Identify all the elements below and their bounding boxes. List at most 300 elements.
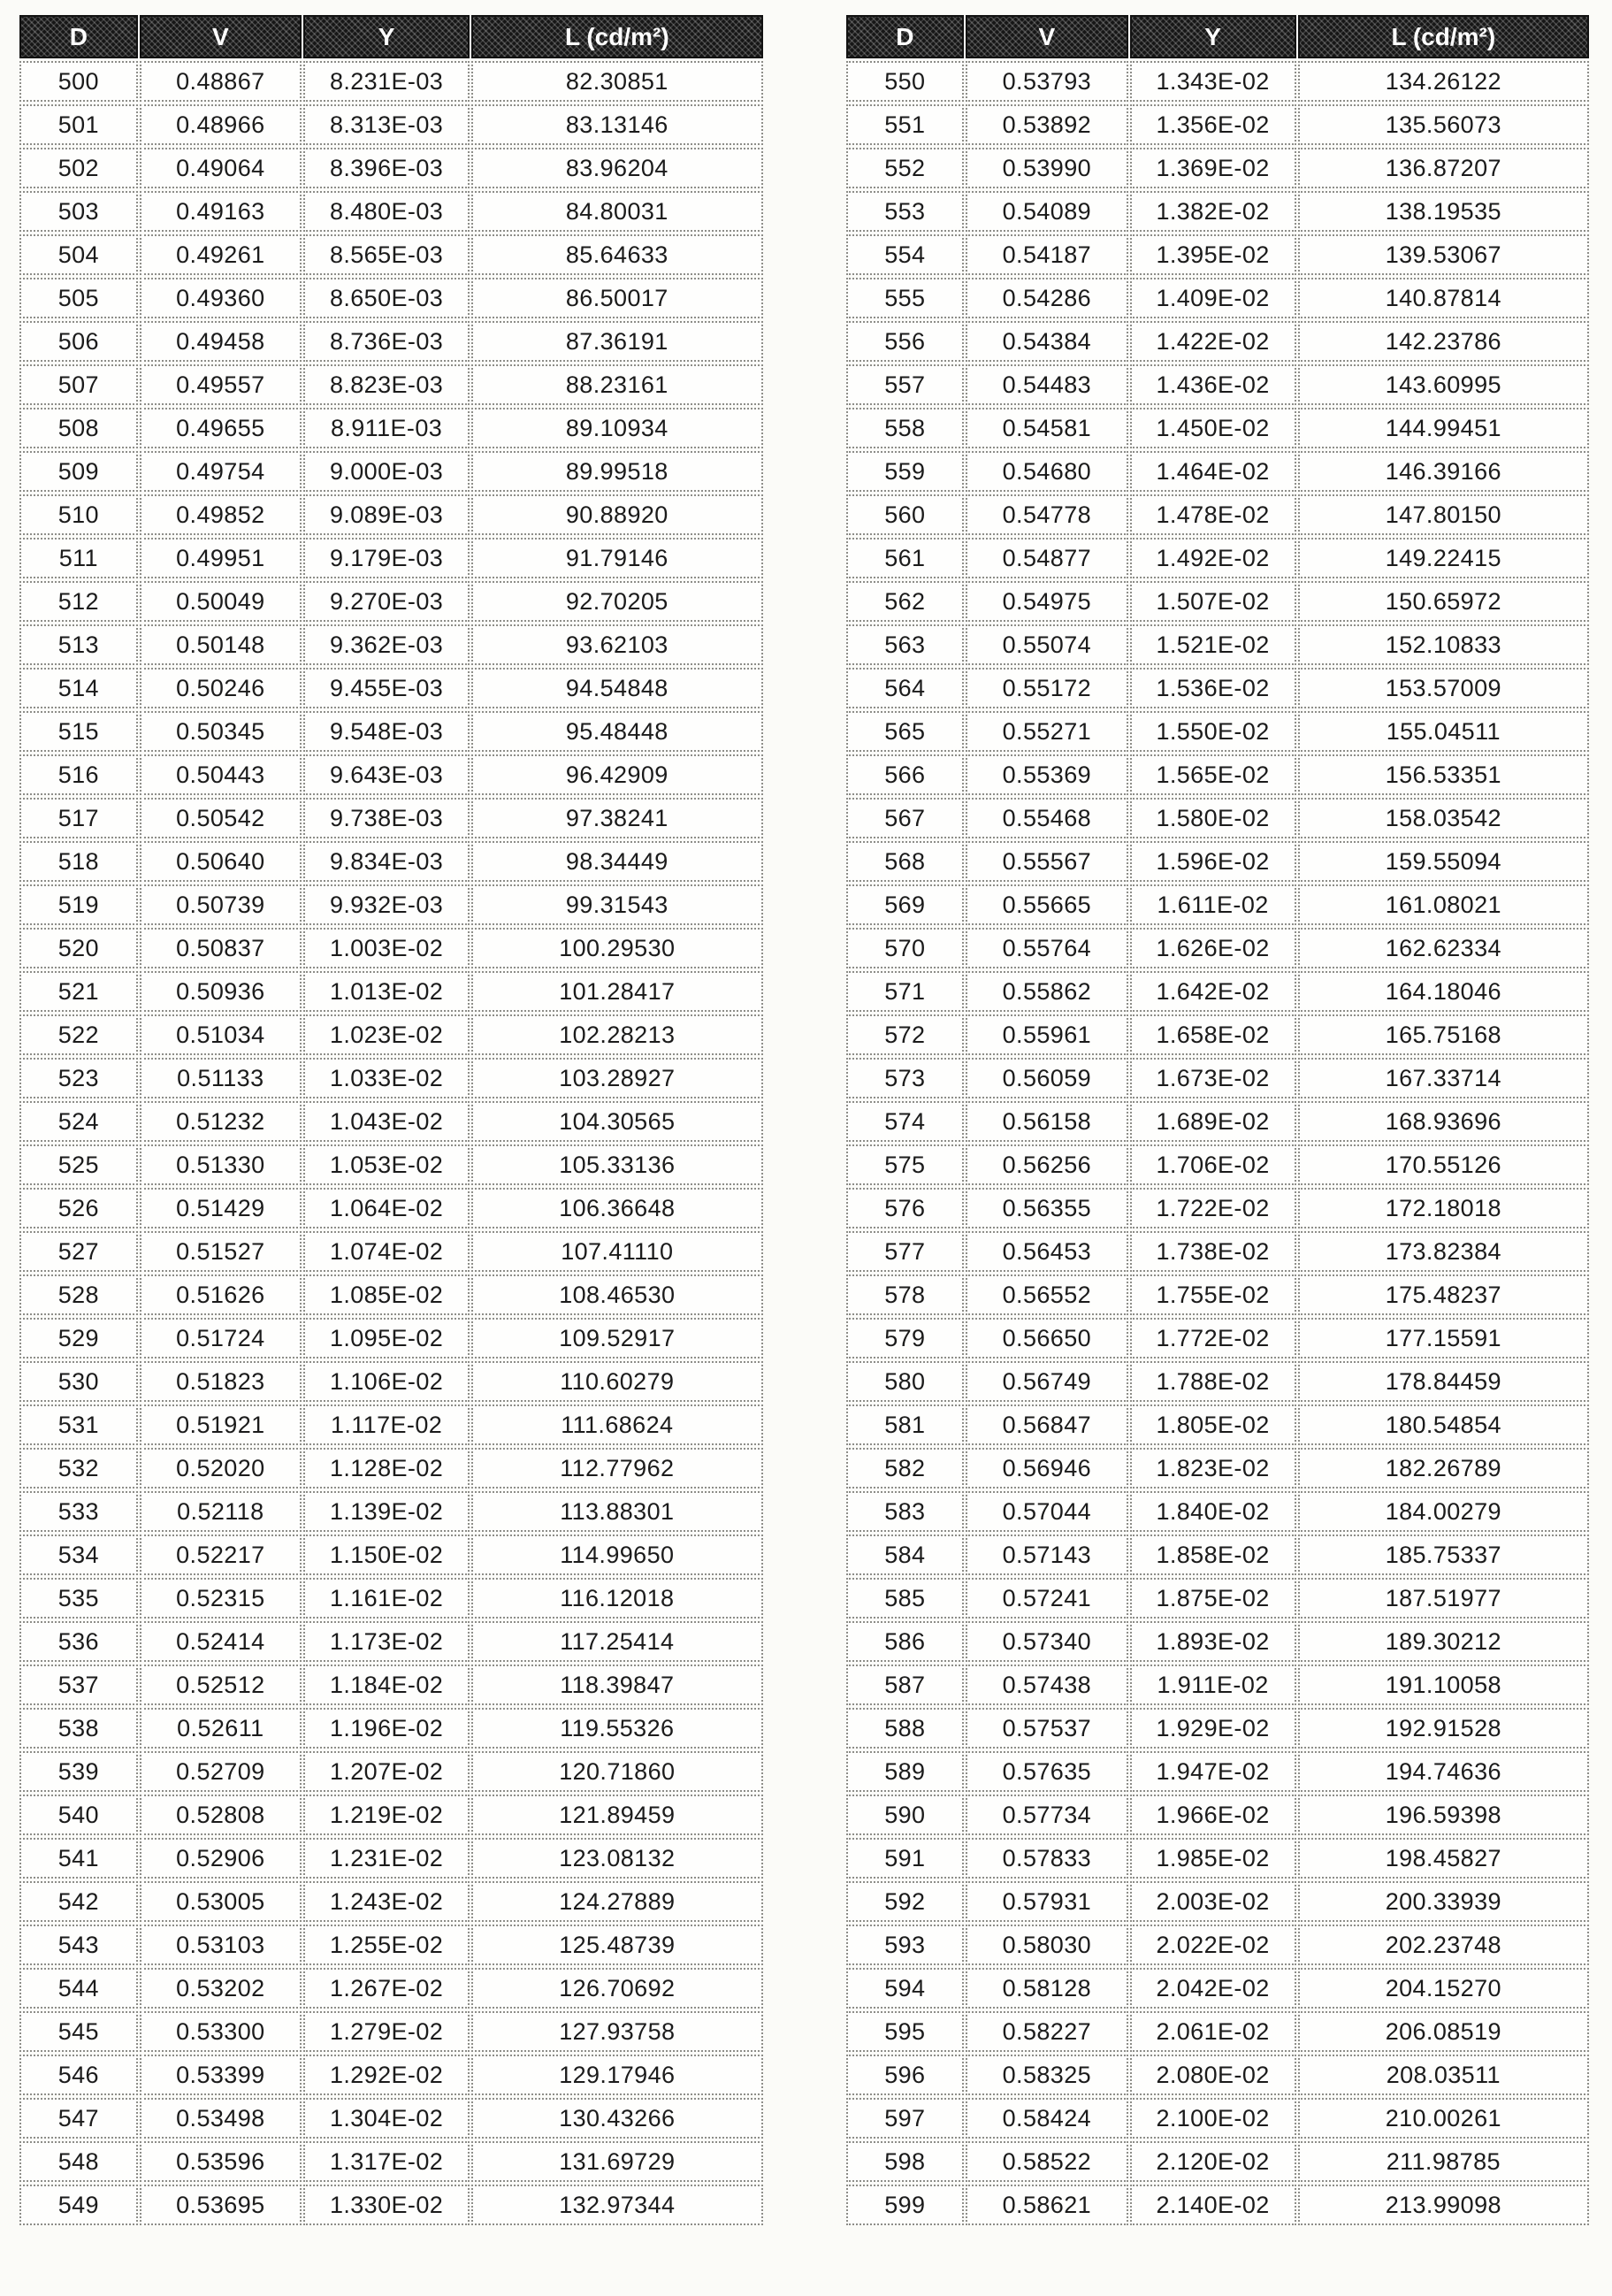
- table-cell: 511: [19, 538, 138, 578]
- table-cell: 529: [19, 1318, 138, 1358]
- table-row: [19, 1925, 763, 1965]
- table-cell: 587: [846, 1665, 965, 1705]
- table-cell: 144.99451: [1298, 408, 1589, 448]
- table-row: [846, 1491, 1590, 1532]
- table-cell: 586: [846, 1621, 965, 1662]
- table-cell: 1.658E-02: [1130, 1014, 1296, 1055]
- table-row: [846, 971, 1590, 1012]
- table-cell: 200.33939: [1298, 1881, 1589, 1922]
- table-cell: 559: [846, 451, 965, 492]
- table-cell: 147.80150: [1298, 494, 1589, 535]
- table-cell: 9.179E-03: [303, 538, 470, 578]
- table-cell: 159.55094: [1298, 841, 1589, 882]
- table-cell: 0.51527: [140, 1231, 302, 1272]
- table-cell: 1.536E-02: [1130, 668, 1296, 708]
- table-cell: 519: [19, 884, 138, 925]
- table-cell: 581: [846, 1404, 965, 1445]
- table-cell: 521: [19, 971, 138, 1012]
- table-cell: 9.455E-03: [303, 668, 470, 708]
- table-cell: 530: [19, 1361, 138, 1402]
- table-cell: 557: [846, 364, 965, 405]
- luminance-table-left: [18, 12, 765, 2228]
- table-row: [846, 2185, 1590, 2225]
- table-cell: 1.184E-02: [303, 1665, 470, 1705]
- table-cell: 1.255E-02: [303, 1925, 470, 1965]
- table-cell: 1.738E-02: [1130, 1231, 1296, 1272]
- table-cell: 528: [19, 1274, 138, 1315]
- table-cell: 518: [19, 841, 138, 882]
- table-row: [19, 624, 763, 665]
- table-cell: 84.80031: [471, 191, 762, 232]
- table-row: [19, 1751, 763, 1792]
- table-cell: 1.279E-02: [303, 2011, 470, 2052]
- table-cell: 527: [19, 1231, 138, 1272]
- table-row: [846, 841, 1590, 882]
- table-cell: 2.140E-02: [1130, 2185, 1296, 2225]
- table-cell: 1.053E-02: [303, 1144, 470, 1185]
- table-cell: 1.642E-02: [1130, 971, 1296, 1012]
- table-cell: 526: [19, 1188, 138, 1228]
- table-cell: 0.57241: [966, 1578, 1127, 1619]
- table-cell: 1.207E-02: [303, 1751, 470, 1792]
- table-cell: 590: [846, 1795, 965, 1835]
- table-row: [846, 1795, 1590, 1835]
- table-cell: 158.03542: [1298, 798, 1589, 838]
- table-cell: 0.56552: [966, 1274, 1127, 1315]
- table-cell: 9.643E-03: [303, 754, 470, 795]
- table-cell: 574: [846, 1101, 965, 1142]
- table-cell: 100.29530: [471, 928, 762, 968]
- table-cell: 571: [846, 971, 965, 1012]
- table-cell: 0.54286: [966, 278, 1127, 318]
- table-cell: 0.54877: [966, 538, 1127, 578]
- table-cell: 150.65972: [1298, 581, 1589, 622]
- table-cell: 553: [846, 191, 965, 232]
- table-cell: 83.96204: [471, 148, 762, 188]
- table-cell: 594: [846, 1968, 965, 2009]
- table-row: [846, 408, 1590, 448]
- table-row: [19, 2098, 763, 2139]
- table-cell: 127.93758: [471, 2011, 762, 2052]
- table-cell: 130.43266: [471, 2098, 762, 2139]
- table-cell: 0.58030: [966, 1925, 1127, 1965]
- table-cell: 8.650E-03: [303, 278, 470, 318]
- table-cell: 0.57734: [966, 1795, 1127, 1835]
- table-cell: 1.521E-02: [1130, 624, 1296, 665]
- table-cell: 184.00279: [1298, 1491, 1589, 1532]
- table-row: [19, 1274, 763, 1315]
- table-cell: 0.56355: [966, 1188, 1127, 1228]
- table-cell: 1.507E-02: [1130, 581, 1296, 622]
- table-cell: 8.480E-03: [303, 191, 470, 232]
- table-cell: 0.50246: [140, 668, 302, 708]
- table-cell: 8.736E-03: [303, 321, 470, 362]
- table-row: [846, 1925, 1590, 1965]
- table-cell: 187.51977: [1298, 1578, 1589, 1619]
- table-cell: 0.52611: [140, 1708, 302, 1749]
- table-cell: 180.54854: [1298, 1404, 1589, 1445]
- table-cell: 592: [846, 1881, 965, 1922]
- table-cell: 189.30212: [1298, 1621, 1589, 1662]
- table-cell: 1.611E-02: [1130, 884, 1296, 925]
- table-cell: 514: [19, 668, 138, 708]
- table-cell: 0.55862: [966, 971, 1127, 1012]
- table-cell: 540: [19, 1795, 138, 1835]
- table-cell: 503: [19, 191, 138, 232]
- table-cell: 1.369E-02: [1130, 148, 1296, 188]
- table-cell: 541: [19, 1838, 138, 1879]
- table-cell: 8.231E-03: [303, 61, 470, 102]
- table-cell: 580: [846, 1361, 965, 1402]
- table-cell: 0.51232: [140, 1101, 302, 1142]
- table-cell: 0.52315: [140, 1578, 302, 1619]
- table-cell: 0.53498: [140, 2098, 302, 2139]
- table-row: [19, 104, 763, 145]
- table-cell: 502: [19, 148, 138, 188]
- table-cell: 577: [846, 1231, 965, 1272]
- table-cell: 9.362E-03: [303, 624, 470, 665]
- table-row: [846, 191, 1590, 232]
- table-cell: 0.53202: [140, 1968, 302, 2009]
- table-row: [846, 1144, 1590, 1185]
- table-row: [846, 1838, 1590, 1879]
- table-cell: 129.17946: [471, 2055, 762, 2095]
- table-cell: 1.478E-02: [1130, 494, 1296, 535]
- table-cell: 1.626E-02: [1130, 928, 1296, 968]
- table-row: [846, 581, 1590, 622]
- table-cell: 202.23748: [1298, 1925, 1589, 1965]
- table-cell: 544: [19, 1968, 138, 2009]
- table-cell: 1.173E-02: [303, 1621, 470, 1662]
- table-cell: 168.93696: [1298, 1101, 1589, 1142]
- table-cell: 85.64633: [471, 234, 762, 275]
- table-cell: 87.36191: [471, 321, 762, 362]
- table-cell: 0.57833: [966, 1838, 1127, 1879]
- table-cell: 0.51429: [140, 1188, 302, 1228]
- table-cell: 153.57009: [1298, 668, 1589, 708]
- table-cell: 0.58128: [966, 1968, 1127, 2009]
- table-cell: 0.51823: [140, 1361, 302, 1402]
- table-cell: 0.48867: [140, 61, 302, 102]
- table-cell: 534: [19, 1534, 138, 1575]
- table-cell: 0.56059: [966, 1058, 1127, 1098]
- table-cell: 0.49360: [140, 278, 302, 318]
- table-cell: 94.54848: [471, 668, 762, 708]
- table-cell: 507: [19, 364, 138, 405]
- column-header: Y: [303, 15, 470, 58]
- table-cell: 1.788E-02: [1130, 1361, 1296, 1402]
- table-cell: 565: [846, 711, 965, 752]
- table-cell: 0.49951: [140, 538, 302, 578]
- table-row: [19, 2055, 763, 2095]
- table-row: [19, 1448, 763, 1489]
- table-cell: 546: [19, 2055, 138, 2095]
- table-cell: 1.382E-02: [1130, 191, 1296, 232]
- table-cell: 1.330E-02: [303, 2185, 470, 2225]
- table-cell: 0.58325: [966, 2055, 1127, 2095]
- table-row: [19, 364, 763, 405]
- table-cell: 1.492E-02: [1130, 538, 1296, 578]
- table-cell: 0.50837: [140, 928, 302, 968]
- table-cell: 165.75168: [1298, 1014, 1589, 1055]
- table-cell: 108.46530: [471, 1274, 762, 1315]
- table-cell: 548: [19, 2141, 138, 2182]
- table-cell: 543: [19, 1925, 138, 1965]
- table-row: [846, 2098, 1590, 2139]
- table-row: [19, 1144, 763, 1185]
- table-cell: 516: [19, 754, 138, 795]
- table-cell: 114.99650: [471, 1534, 762, 1575]
- table-cell: 102.28213: [471, 1014, 762, 1055]
- table-cell: 538: [19, 1708, 138, 1749]
- table-cell: 562: [846, 581, 965, 622]
- table-row: [19, 1404, 763, 1445]
- table-row: [19, 754, 763, 795]
- table-cell: 0.50739: [140, 884, 302, 925]
- table-cell: 517: [19, 798, 138, 838]
- table-cell: 0.55665: [966, 884, 1127, 925]
- table-cell: 1.823E-02: [1130, 1448, 1296, 1489]
- table-cell: 0.51034: [140, 1014, 302, 1055]
- table-cell: 0.53300: [140, 2011, 302, 2052]
- table-cell: 2.022E-02: [1130, 1925, 1296, 1965]
- table-cell: 583: [846, 1491, 965, 1532]
- table-cell: 560: [846, 494, 965, 535]
- header-row: [19, 15, 763, 58]
- table-cell: 588: [846, 1708, 965, 1749]
- table-row: [19, 61, 763, 102]
- table-cell: 551: [846, 104, 965, 145]
- table-cell: 0.53103: [140, 1925, 302, 1965]
- table-cell: 0.50640: [140, 841, 302, 882]
- table-cell: 0.57044: [966, 1491, 1127, 1532]
- table-cell: 9.089E-03: [303, 494, 470, 535]
- table-cell: 0.48966: [140, 104, 302, 145]
- table-cell: 1.947E-02: [1130, 1751, 1296, 1792]
- table-cell: 117.25414: [471, 1621, 762, 1662]
- table-cell: 1.911E-02: [1130, 1665, 1296, 1705]
- table-cell: 563: [846, 624, 965, 665]
- table-cell: 1.722E-02: [1130, 1188, 1296, 1228]
- table-cell: 510: [19, 494, 138, 535]
- table-cell: 118.39847: [471, 1665, 762, 1705]
- table-cell: 1.231E-02: [303, 1838, 470, 1879]
- table-cell: 0.54384: [966, 321, 1127, 362]
- table-cell: 545: [19, 2011, 138, 2052]
- table-cell: 124.27889: [471, 1881, 762, 1922]
- table-cell: 0.51724: [140, 1318, 302, 1358]
- table-cell: 0.54778: [966, 494, 1127, 535]
- table-cell: 120.71860: [471, 1751, 762, 1792]
- table-cell: 138.19535: [1298, 191, 1589, 232]
- table-cell: 1.966E-02: [1130, 1795, 1296, 1835]
- table-cell: 1.085E-02: [303, 1274, 470, 1315]
- table-cell: 0.54680: [966, 451, 1127, 492]
- column-header: V: [966, 15, 1127, 58]
- table-cell: 210.00261: [1298, 2098, 1589, 2139]
- table-cell: 116.12018: [471, 1578, 762, 1619]
- table-cell: 0.53990: [966, 148, 1127, 188]
- table-cell: 1.292E-02: [303, 2055, 470, 2095]
- table-cell: 522: [19, 1014, 138, 1055]
- table-row: [846, 2055, 1590, 2095]
- table-row: [19, 191, 763, 232]
- table-cell: 0.49852: [140, 494, 302, 535]
- table-cell: 0.57143: [966, 1534, 1127, 1575]
- table-cell: 593: [846, 1925, 965, 1965]
- column-header: D: [846, 15, 965, 58]
- table-row: [846, 1318, 1590, 1358]
- table-cell: 113.88301: [471, 1491, 762, 1532]
- table-cell: 173.82384: [1298, 1231, 1589, 1272]
- table-row: [846, 1881, 1590, 1922]
- table-cell: 501: [19, 104, 138, 145]
- table-cell: 123.08132: [471, 1838, 762, 1879]
- table-cell: 584: [846, 1534, 965, 1575]
- table-cell: 155.04511: [1298, 711, 1589, 752]
- table-cell: 556: [846, 321, 965, 362]
- table-cell: 185.75337: [1298, 1534, 1589, 1575]
- table-cell: 531: [19, 1404, 138, 1445]
- table-cell: 0.56650: [966, 1318, 1127, 1358]
- table-cell: 95.48448: [471, 711, 762, 752]
- table-cell: 88.23161: [471, 364, 762, 405]
- table-cell: 119.55326: [471, 1708, 762, 1749]
- table-cell: 0.53596: [140, 2141, 302, 2182]
- table-cell: 532: [19, 1448, 138, 1489]
- table-cell: 135.56073: [1298, 104, 1589, 145]
- table-cell: 0.51921: [140, 1404, 302, 1445]
- table-row: [846, 1751, 1590, 1792]
- table-row: [846, 494, 1590, 535]
- table-cell: 0.52808: [140, 1795, 302, 1835]
- table-cell: 1.450E-02: [1130, 408, 1296, 448]
- table-cell: 0.58424: [966, 2098, 1127, 2139]
- table-row: [846, 798, 1590, 838]
- table-cell: 0.57438: [966, 1665, 1127, 1705]
- table-cell: 1.422E-02: [1130, 321, 1296, 362]
- table-row: [19, 798, 763, 838]
- table-cell: 552: [846, 148, 965, 188]
- table-cell: 576: [846, 1188, 965, 1228]
- table-cell: 506: [19, 321, 138, 362]
- table-row: [846, 61, 1590, 102]
- table-cell: 550: [846, 61, 965, 102]
- table-row: [846, 1665, 1590, 1705]
- table-cell: 0.54483: [966, 364, 1127, 405]
- table-cell: 1.580E-02: [1130, 798, 1296, 838]
- table-cell: 99.31543: [471, 884, 762, 925]
- table-cell: 0.52512: [140, 1665, 302, 1705]
- table-cell: 0.53892: [966, 104, 1127, 145]
- table-cell: 573: [846, 1058, 965, 1098]
- table-cell: 132.97344: [471, 2185, 762, 2225]
- table-cell: 1.139E-02: [303, 1491, 470, 1532]
- table-cell: 140.87814: [1298, 278, 1589, 318]
- table-row: [19, 1838, 763, 1879]
- table-cell: 561: [846, 538, 965, 578]
- table-cell: 566: [846, 754, 965, 795]
- table-cell: 1.304E-02: [303, 2098, 470, 2139]
- table-cell: 569: [846, 884, 965, 925]
- table-cell: 1.755E-02: [1130, 1274, 1296, 1315]
- table-cell: 156.53351: [1298, 754, 1589, 795]
- table-cell: 500: [19, 61, 138, 102]
- table-cell: 567: [846, 798, 965, 838]
- table-row: [846, 1274, 1590, 1315]
- table-cell: 1.106E-02: [303, 1361, 470, 1402]
- table-cell: 1.196E-02: [303, 1708, 470, 1749]
- table-row: [19, 1318, 763, 1358]
- table-row: [846, 668, 1590, 708]
- table-cell: 525: [19, 1144, 138, 1185]
- table-cell: 2.042E-02: [1130, 1968, 1296, 2009]
- table-cell: 504: [19, 234, 138, 275]
- table-cell: 1.267E-02: [303, 1968, 470, 2009]
- table-cell: 509: [19, 451, 138, 492]
- table-cell: 0.55468: [966, 798, 1127, 838]
- table-cell: 0.54089: [966, 191, 1127, 232]
- table-cell: 0.57340: [966, 1621, 1127, 1662]
- table-cell: 1.772E-02: [1130, 1318, 1296, 1358]
- table-cell: 170.55126: [1298, 1144, 1589, 1185]
- table-row: [846, 1448, 1590, 1489]
- table-cell: 161.08021: [1298, 884, 1589, 925]
- table-row: [846, 1058, 1590, 1098]
- table-cell: 1.565E-02: [1130, 754, 1296, 795]
- table-row: [846, 451, 1590, 492]
- table-cell: 0.51330: [140, 1144, 302, 1185]
- table-cell: 131.69729: [471, 2141, 762, 2182]
- table-cell: 0.56256: [966, 1144, 1127, 1185]
- table-cell: 8.313E-03: [303, 104, 470, 145]
- table-cell: 1.706E-02: [1130, 1144, 1296, 1185]
- table-cell: 0.50345: [140, 711, 302, 752]
- table-row: [846, 234, 1590, 275]
- table-row: [846, 1101, 1590, 1142]
- table-cell: 0.49458: [140, 321, 302, 362]
- column-header: L (cd/m²): [471, 15, 762, 58]
- table-row: [846, 1968, 1590, 2009]
- table-row: [846, 2011, 1590, 2052]
- table-row: [19, 711, 763, 752]
- table-cell: 0.53005: [140, 1881, 302, 1922]
- table-row: [19, 2011, 763, 2052]
- table-cell: 1.929E-02: [1130, 1708, 1296, 1749]
- table-cell: 90.88920: [471, 494, 762, 535]
- table-row: [846, 1014, 1590, 1055]
- table-row: [19, 321, 763, 362]
- table-cell: 1.436E-02: [1130, 364, 1296, 405]
- table-cell: 1.064E-02: [303, 1188, 470, 1228]
- table-cell: 554: [846, 234, 965, 275]
- table-row: [19, 494, 763, 535]
- table-cell: 126.70692: [471, 1968, 762, 2009]
- table-cell: 537: [19, 1665, 138, 1705]
- table-cell: 1.840E-02: [1130, 1491, 1296, 1532]
- table-cell: 595: [846, 2011, 965, 2052]
- table-cell: 107.41110: [471, 1231, 762, 1272]
- table-cell: 0.55369: [966, 754, 1127, 795]
- table-cell: 1.150E-02: [303, 1534, 470, 1575]
- table-cell: 1.673E-02: [1130, 1058, 1296, 1098]
- table-cell: 196.59398: [1298, 1795, 1589, 1835]
- table-cell: 0.56847: [966, 1404, 1127, 1445]
- table-cell: 0.56453: [966, 1231, 1127, 1272]
- table-row: [846, 711, 1590, 752]
- table-cell: 0.55567: [966, 841, 1127, 882]
- table-cell: 139.53067: [1298, 234, 1589, 275]
